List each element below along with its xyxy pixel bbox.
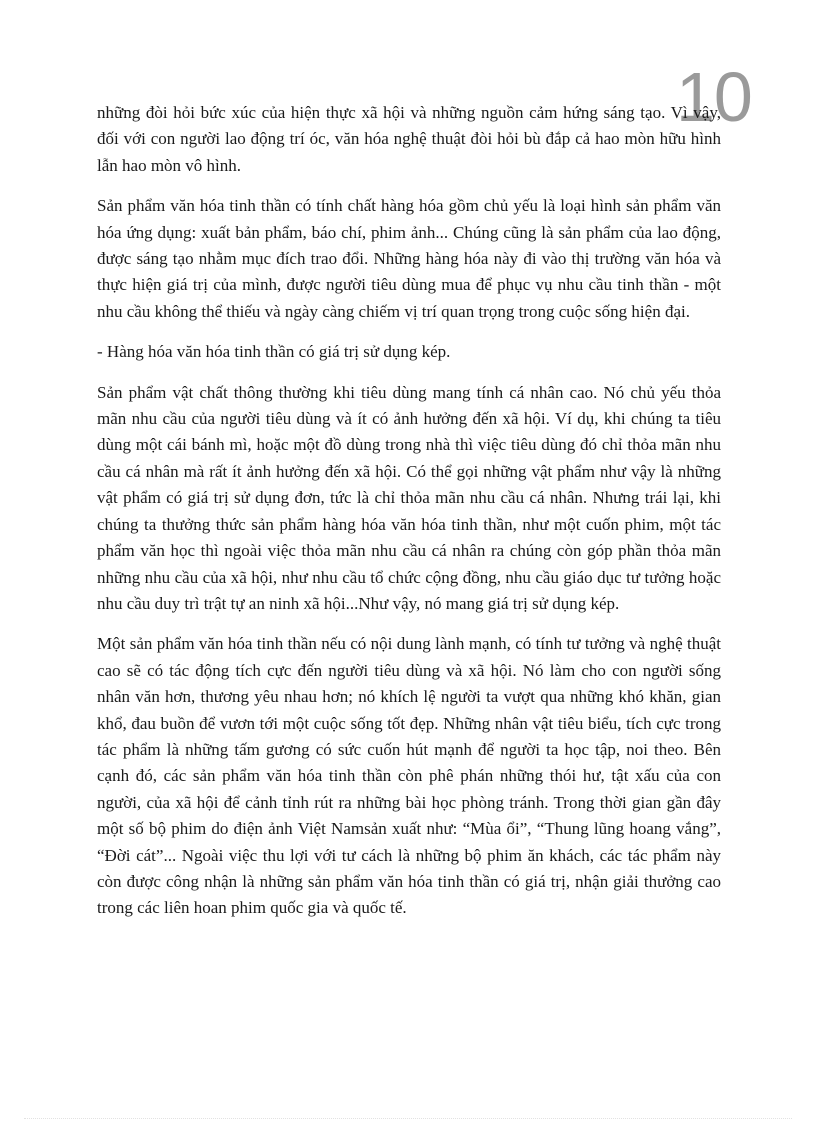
- bullet-dual-use-value: - Hàng hóa văn hóa tinh thần có giá trị sử dụng kép.: [97, 342, 451, 362]
- document-body: [97, 100, 721, 936]
- paragraph-positive-impact: Một sản phẩm văn hóa tinh thần nếu có nội dung lành mạnh, có tính tư tưởng và nghệ thuật cao sẽ có tác động tích cực đến người tiêu dùng và xã hội. Nó làm cho con người sống nhân văn hơn, thương yêu nhau hơn; nó khích lệ người ta vượt qua những khó khăn, gian khổ, đau buồn để vươn tới một cuộc sống tốt đẹp. Những nhân vật tiêu biểu, tích cực trong tác phẩm là những tấm gương có sức cuốn hút mạnh để người ta học tập, noi theo. Bên cạnh đó, các sản phẩm văn hóa tinh thần còn phê phán những thói hư, tật xấu của con người, của xã hội để cảnh tỉnh rút ra những bài học phòng tránh. Trong thời gian gần đây một số bộ phim do điện ảnh Việt Namsản xuất như: “Mùa ổi”, “Thung lũng hoang vắng”, “Đời cát”... Ngoài việc thu lợi với tư cách là những bộ phim ăn khách, các tác phẩm này còn được công nhận là những sản phẩm văn hóa tinh thần có giá trị, nhận giải thưởng cao trong các liên hoan phim quốc gia và quốc tế.: [97, 634, 721, 918]
- paragraph-cultural-goods: Sản phẩm văn hóa tinh thần có tính chất hàng hóa gồm chủ yếu là loại hình sản phẩm văn hóa ứng dụng: xuất bản phẩm, báo chí, phim ảnh... Chúng cũng là sản phẩm của lao động, được sáng tạo nhằm mục đích trao đổi. Những hàng hóa này đi vào thị trường văn hóa và thực hiện giá trị của mình, được người tiêu dùng mua để phục vụ nhu cầu tinh thần - một nhu cầu không thể thiếu và ngày càng chiếm vị trí quan trọng trong cuộc sống hiện đại.: [97, 196, 721, 321]
- page-bottom-divider: [24, 1118, 792, 1119]
- page-number: 10: [676, 58, 752, 136]
- paragraph-material-products: Sản phẩm vật chất thông thường khi tiêu dùng mang tính cá nhân cao. Nó chủ yếu thỏa mãn nhu cầu của người tiêu dùng và ít có ảnh hưởng đến xã hội. Ví dụ, khi chúng ta tiêu dùng một cái bánh mì, hoặc một đồ dùng trong nhà thì việc tiêu dùng đó chỉ thỏa mãn nhu cầu cá nhân mà rất ít ảnh hưởng đến xã hội. Có thể gọi những vật phẩm như vậy là những vật phẩm có giá trị sử dụng đơn, tức là chỉ thỏa mãn nhu cầu cá nhân. Nhưng trái lại, khi chúng ta thưởng thức sản phẩm hàng hóa văn hóa tinh thần, như một cuốn phim, một tác phẩm văn học thì ngoài việc thỏa mãn nhu cầu cá nhân ra chúng còn góp phần thỏa mãn những nhu cầu của xã hội, như nhu cầu tổ chức cộng đồng, nhu cầu giáo dục tư tưởng hoặc nhu cầu duy trì trật tự an ninh xã hội...Như vậy, nó mang giá trị sử dụng kép.: [97, 382, 721, 613]
- paragraph-continuation: những đòi hỏi bức xúc của hiện thực xã hội và những nguồn cảm hứng sáng tạo. Vì vậy, đối với con người lao động trí óc, văn hóa nghệ thuật đòi hỏi bù đắp cả hao mòn hữu hình lẫn hao mòn vô hình.: [97, 103, 721, 175]
